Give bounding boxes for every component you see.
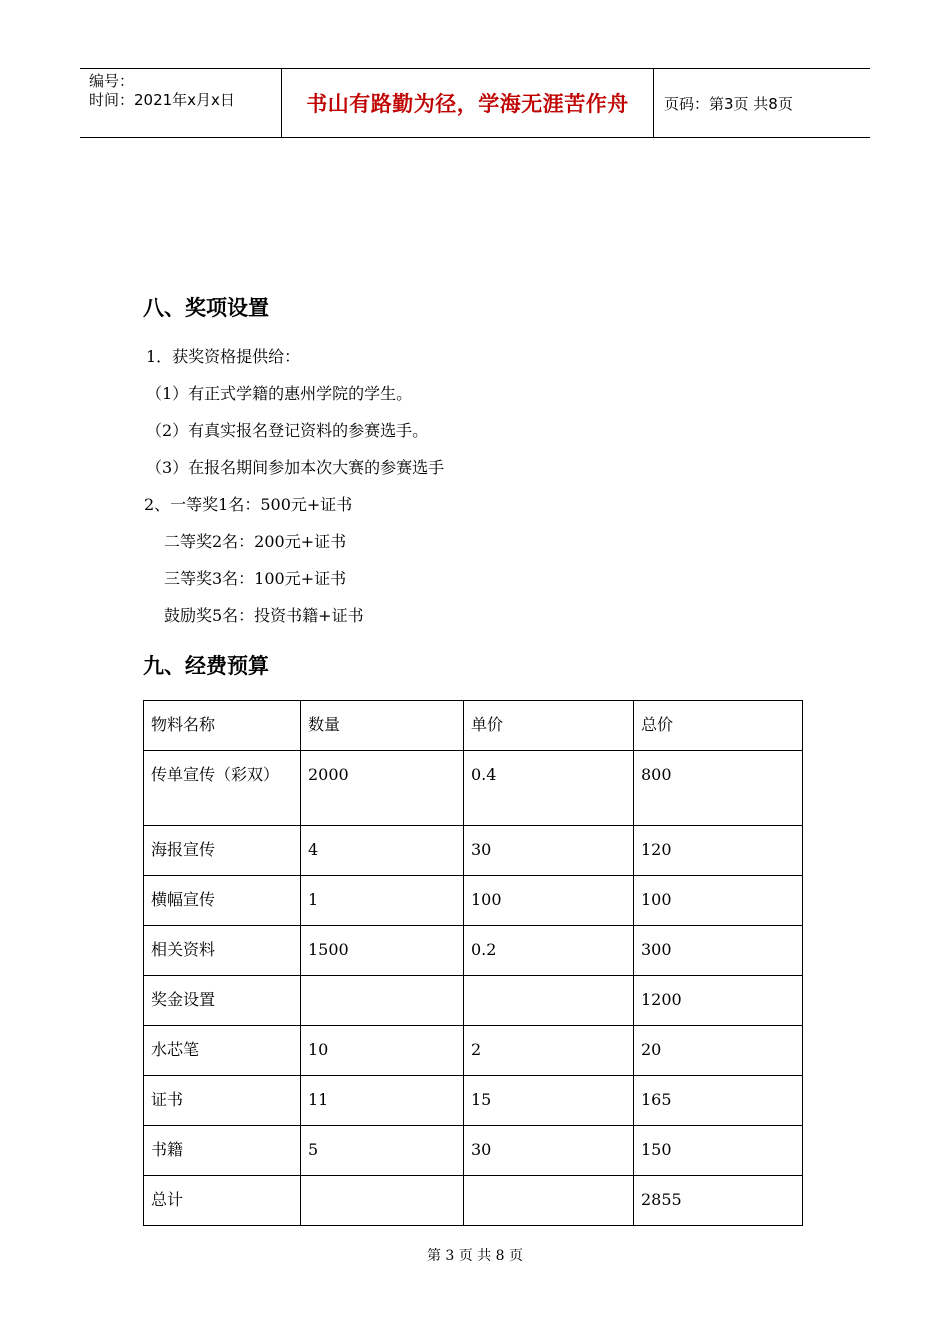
table-cell [464, 976, 634, 1026]
table-cell: 2000 [301, 751, 464, 826]
table-row [144, 1026, 803, 1076]
table-cell: 2855 [634, 1176, 803, 1226]
table-cell: 11 [301, 1076, 464, 1126]
table-cell: 横幅宣传 [144, 876, 301, 926]
section-title-awards: 八、奖项设置 [143, 296, 269, 320]
award-eligibility-heading: 1．获奖资格提供给： [146, 347, 301, 366]
table-header-cell: 物料名称 [144, 701, 301, 751]
table-cell: 证书 [144, 1076, 301, 1126]
table-cell: 20 [634, 1026, 803, 1076]
document-number-label: 编号： [89, 72, 135, 90]
table-cell: 800 [634, 751, 803, 826]
table-cell: 传单宣传（彩双） [144, 751, 301, 826]
table-header-cell: 数量 [301, 701, 464, 751]
table-cell: 30 [464, 826, 634, 876]
table-cell: 海报宣传 [144, 826, 301, 876]
table-cell: 120 [634, 826, 803, 876]
table-row [144, 1126, 803, 1176]
table-cell: 0.4 [464, 751, 634, 826]
table-cell: 相关资料 [144, 926, 301, 976]
table-cell: 150 [634, 1126, 803, 1176]
table-header-cell: 单价 [464, 701, 634, 751]
table-cell: 2 [464, 1026, 634, 1076]
award-prize-line: 三等奖3名：100元+证书 [164, 569, 347, 588]
table-cell: 165 [634, 1076, 803, 1126]
table-row [144, 751, 803, 826]
section-title-budget: 九、经费预算 [143, 654, 269, 678]
page-footer: 第 3 页 共 8 页 [426, 1248, 524, 1264]
page-header [80, 68, 870, 138]
table-row [144, 876, 803, 926]
award-prize-line: 二等奖2名：200元+证书 [164, 532, 347, 551]
header-page-info: 页码：第3页 共8页 [664, 94, 793, 113]
table-cell: 4 [301, 826, 464, 876]
table-row [144, 976, 803, 1026]
table-cell: 1200 [634, 976, 803, 1026]
award-eligibility-item: （1）有正式学籍的惠州学院的学生。 [146, 384, 413, 403]
table-header-row [144, 701, 803, 751]
award-eligibility-item: （3）在报名期间参加本次大赛的参赛选手 [146, 458, 445, 477]
table-cell: 书籍 [144, 1126, 301, 1176]
table-cell [464, 1176, 634, 1226]
table-row [144, 926, 803, 976]
table-cell [301, 1176, 464, 1226]
table-header-cell: 总价 [634, 701, 803, 751]
table-cell: 1500 [301, 926, 464, 976]
header-meta [80, 69, 282, 137]
table-cell: 10 [301, 1026, 464, 1076]
award-eligibility-item: （2）有真实报名登记资料的参赛选手。 [146, 421, 429, 440]
table-cell: 1 [301, 876, 464, 926]
table-cell: 0.2 [464, 926, 634, 976]
budget-table [143, 700, 803, 1226]
award-prize-line: 2、一等奖1名：500元+证书 [144, 495, 353, 514]
document-time-label: 时间：2021年x月x日 [89, 91, 235, 109]
table-cell: 300 [634, 926, 803, 976]
header-motto: 书山有路勤为径，学海无涯苦作舟 [282, 69, 654, 137]
table-cell: 总计 [144, 1176, 301, 1226]
table-cell: 5 [301, 1126, 464, 1176]
table-cell: 奖金设置 [144, 976, 301, 1026]
table-cell: 15 [464, 1076, 634, 1126]
award-prize-line: 鼓励奖5名：投资书籍+证书 [164, 606, 364, 625]
table-cell: 水芯笔 [144, 1026, 301, 1076]
table-cell [301, 976, 464, 1026]
table-row [144, 826, 803, 876]
table-row [144, 1076, 803, 1126]
table-cell: 100 [634, 876, 803, 926]
table-total-row [144, 1176, 803, 1226]
table-cell: 30 [464, 1126, 634, 1176]
table-cell: 100 [464, 876, 634, 926]
